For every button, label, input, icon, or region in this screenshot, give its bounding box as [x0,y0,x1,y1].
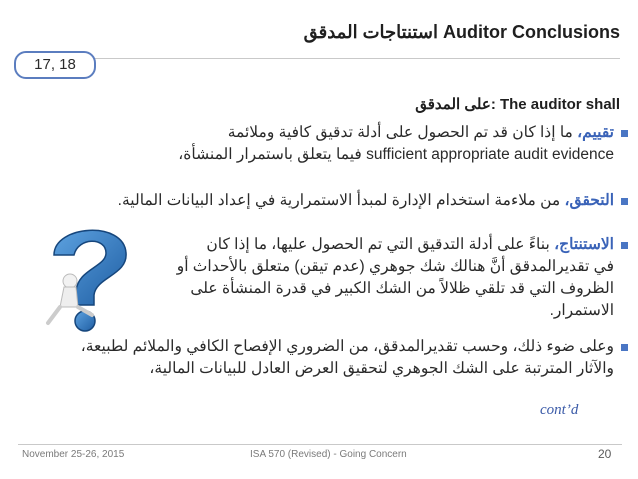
footer-divider [18,444,622,445]
bullet-line: وعلى ضوء ذلك، وحسب تقديرالمدقق، من الضروري الإفصاح الكافي والملائم لطبيعة، [80,338,614,355]
bullet-line: التحقق، من ملاءمة استخدام الإدارة لمبدأ الاستمرارية في إعداد البيانات المالية. [117,192,614,209]
bullet-line: الاستمرار. [549,302,614,319]
bullet-line: الاستنتاج، بناءً على أدلة التدقيق التي تم الحصول عليها، ما إذا كان [206,236,614,253]
subheading: على المدقق: The auditor shall [415,96,620,113]
bullet-marker [621,242,628,249]
continued-label: cont’d [540,402,579,418]
question-mark-figure-icon [34,215,146,335]
bullet-line: والآثار المترتبة على الشك الجوهري لتحقيق العرض العادل للبيانات المالية، [149,360,614,377]
bullet-line: sufficient appropriate audit evidence فيما يتعلق باستمرار المنشأة، [178,146,614,163]
footer-title: ISA 570 (Revised) - Going Concern [250,449,407,460]
bullet-disclosure [54,336,614,380]
bullet-keyword: التحقق، [564,192,614,209]
bullet-marker [621,198,628,205]
bullet-conclude [174,234,614,322]
bullet-marker [621,130,628,137]
bullet-keyword: الاستنتاج، [554,236,614,253]
bullet-marker [621,344,628,351]
bullet-keyword: تقييم، [577,124,614,141]
title-divider [20,58,620,59]
page-number: 20 [598,447,612,461]
bullet-line: الظروف التي قد تلقي ظلالاً من الشك الكبير في قدرة المنشأة على [190,280,614,297]
bullet-line: تقييم، ما إذا كان قد تم الحصول على أدلة تدقيق كافية وملائمة [227,124,614,141]
footer-date: November 25-26, 2015 [22,449,125,460]
bullet-evaluate [134,122,614,166]
slide-title: استنتاجات المدقق Auditor Conclusions [303,22,620,42]
bullet-verify [54,190,614,212]
slide-reference-badge: 17, 18 [14,51,96,79]
bullet-line: في تقديرالمدقق أنَّ هنالك شك جوهري (عدم تيقن) متعلق بالأحداث أو [176,258,614,275]
